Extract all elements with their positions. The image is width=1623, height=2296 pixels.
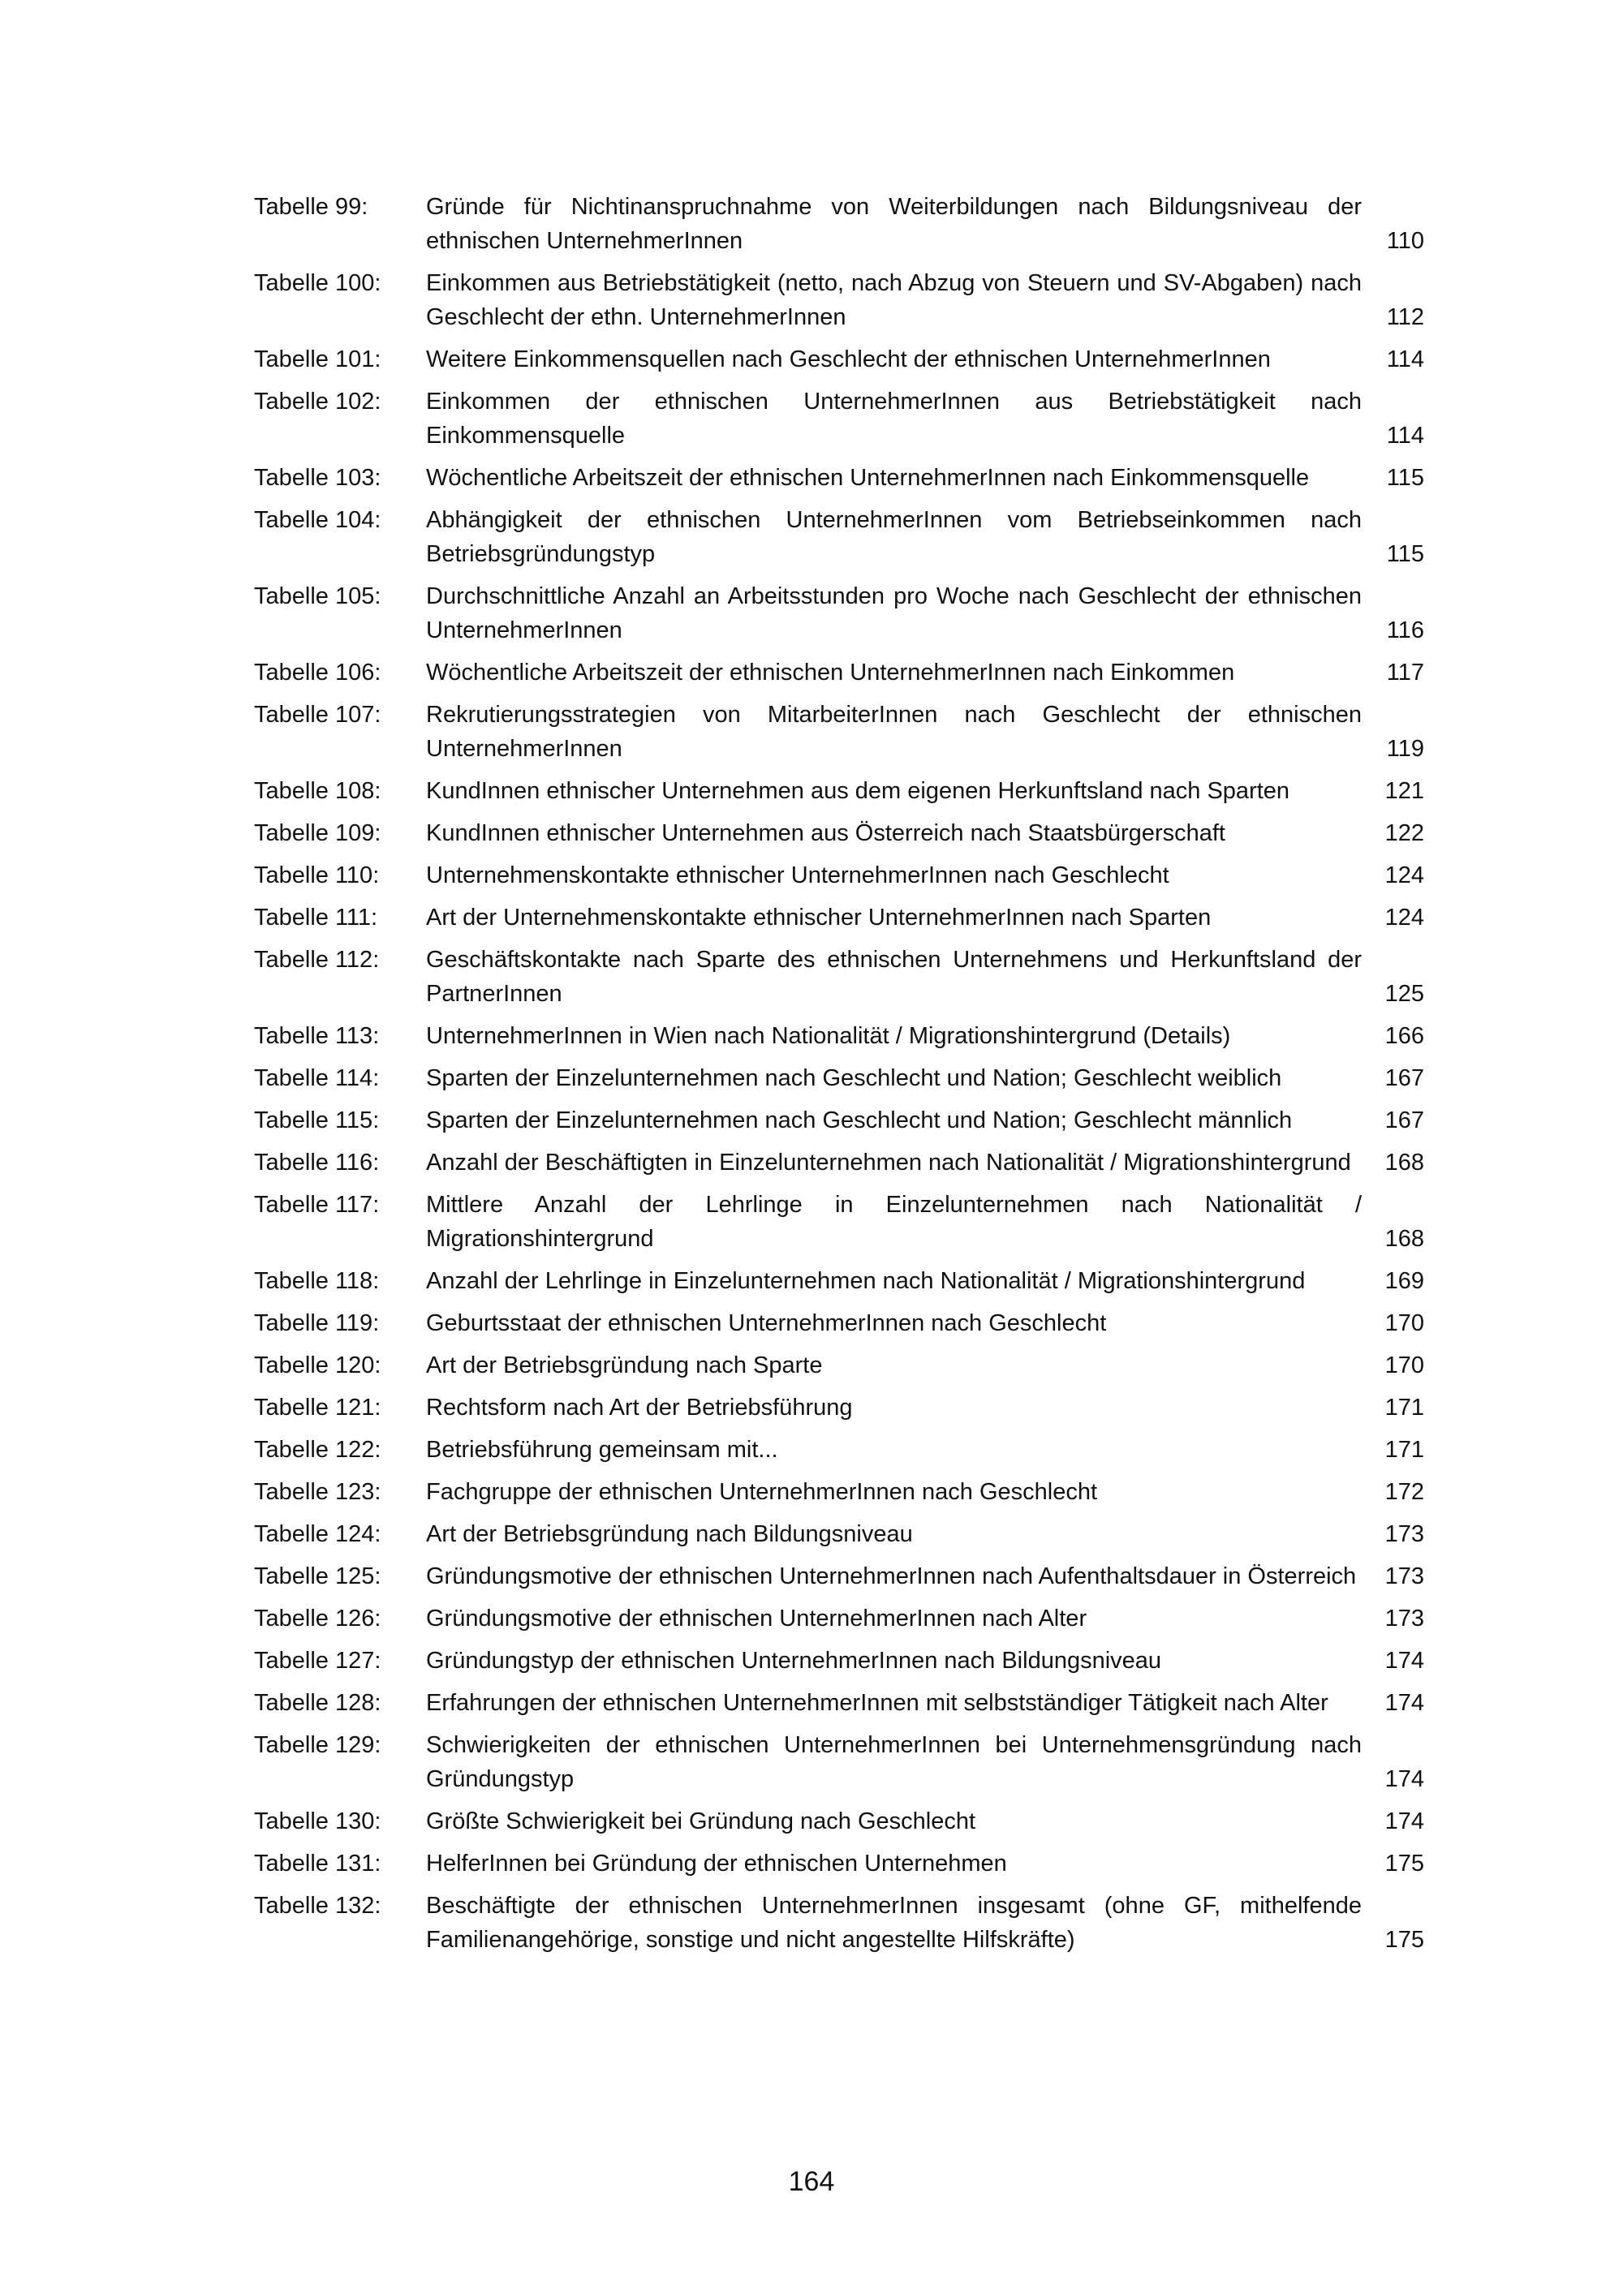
- entry-title: Gründungstyp der ethnischen UnternehmerInnen nach Bildungsniveau: [426, 1648, 1162, 1674]
- entry-label: Tabelle 108:: [254, 778, 381, 804]
- toc-entry[interactable]: [254, 1019, 1424, 1053]
- entry-label: Tabelle 114:: [254, 1065, 380, 1091]
- entry-title: KundInnen ethnischer Unternehmen aus dem eigenen Herkunftsland nach Sparten: [426, 778, 1290, 804]
- entry-label: Tabelle 113:: [254, 1023, 380, 1049]
- entry-label: Tabelle 129:: [254, 1732, 381, 1758]
- entry-page: 116: [1386, 617, 1424, 643]
- toc-entry[interactable]: [254, 579, 1424, 647]
- entry-page: 175: [1384, 1851, 1424, 1877]
- toc-entry[interactable]: [254, 1475, 1424, 1509]
- entry-title: Betriebsführung gemeinsam mit...: [426, 1437, 778, 1463]
- entry-title: Sparten der Einzelunternehmen nach Geschlecht und Nation; Geschlecht männlich: [426, 1107, 1293, 1133]
- entry-title: Anzahl der Lehrlinge in Einzelunternehmen nach Nationalität / Migrationshintergrund: [426, 1268, 1306, 1294]
- toc-entry[interactable]: [254, 1391, 1424, 1425]
- toc-entry[interactable]: [254, 1306, 1424, 1340]
- entry-title: UnternehmerInnen in Wien nach Nationalität / Migrationshintergrund (Details): [426, 1023, 1231, 1049]
- entry-label: Tabelle 131:: [254, 1851, 381, 1877]
- entry-label: Tabelle 109:: [254, 820, 381, 846]
- entry-title: KundInnen ethnischer Unternehmen aus Österreich nach Staatsbürgerschaft: [426, 820, 1225, 846]
- entry-label: Tabelle 115:: [254, 1107, 380, 1133]
- entry-page: 124: [1384, 905, 1424, 931]
- entry-label: Tabelle 118:: [254, 1268, 380, 1294]
- entry-page: 175: [1384, 1927, 1424, 1953]
- entry-title: Anzahl der Beschäftigten in Einzelunternehmen nach Nationalität / Migrationshintergrund: [426, 1150, 1351, 1176]
- entry-title: Geschäftskontakte nach Sparte des ethnischen Unternehmens und Herkunftsland der PartnerInnen: [426, 947, 1362, 1007]
- entry-page: 172: [1384, 1479, 1424, 1505]
- entry-label: Tabelle 126:: [254, 1606, 381, 1632]
- entry-page: 122: [1384, 820, 1424, 846]
- toc-entry[interactable]: [254, 698, 1424, 766]
- entry-page: 174: [1384, 1766, 1424, 1792]
- entry-label: Tabelle 119:: [254, 1310, 380, 1336]
- entry-page: 166: [1384, 1023, 1424, 1049]
- entry-title: Schwierigkeiten der ethnischen UnternehmerInnen bei Unternehmensgründung nach Gründungstyp: [426, 1732, 1362, 1792]
- toc-entry[interactable]: [254, 1804, 1424, 1838]
- entry-label: Tabelle 112:: [254, 947, 380, 973]
- entry-title: Rekrutierungsstrategien von MitarbeiterInnen nach Geschlecht der ethnischen UnternehmerInnen: [426, 702, 1362, 762]
- entry-title: Art der Unternehmenskontakte ethnischer UnternehmerInnen nach Sparten: [426, 905, 1212, 931]
- entry-title: Größte Schwierigkeit bei Gründung nach Geschlecht: [426, 1808, 976, 1834]
- entry-page: 112: [1386, 304, 1424, 330]
- entry-page: 114: [1386, 346, 1424, 372]
- entry-label: Tabelle 130:: [254, 1808, 381, 1834]
- entry-title: Durchschnittliche Anzahl an Arbeitsstunden pro Woche nach Geschlecht der ethnischen UnternehmerInnen: [426, 583, 1362, 643]
- entry-label: Tabelle 107:: [254, 702, 381, 728]
- entry-page: 174: [1384, 1808, 1424, 1834]
- entry-page: 171: [1384, 1395, 1424, 1421]
- toc-entry[interactable]: [254, 1103, 1424, 1137]
- toc-entry[interactable]: [254, 1644, 1424, 1678]
- entry-label: Tabelle 105:: [254, 583, 381, 609]
- entry-page: 115: [1386, 541, 1424, 567]
- toc-entry[interactable]: [254, 1602, 1424, 1636]
- entry-page: 121: [1384, 778, 1424, 804]
- entry-page: 124: [1384, 862, 1424, 888]
- entry-label: Tabelle 132:: [254, 1893, 381, 1919]
- entry-page: 174: [1384, 1648, 1424, 1674]
- entry-page: 167: [1384, 1065, 1424, 1091]
- entry-label: Tabelle 110:: [254, 862, 380, 888]
- toc-entry[interactable]: [254, 1146, 1424, 1180]
- toc-entry[interactable]: [254, 656, 1424, 690]
- entry-title: Einkommen der ethnischen UnternehmerInnen aus Betriebstätigkeit nach Einkommensquelle: [426, 389, 1362, 449]
- entry-page: 119: [1386, 736, 1424, 762]
- toc-entry[interactable]: [254, 266, 1424, 334]
- entry-title: Gründe für Nichtinanspruchnahme von Weiterbildungen nach Bildungsniveau der ethnischen UnternehmerInnen: [426, 194, 1362, 254]
- entry-title: Wöchentliche Arbeitszeit der ethnischen UnternehmerInnen nach Einkommensquelle: [426, 465, 1310, 491]
- entry-page: 173: [1384, 1606, 1424, 1632]
- entry-label: Tabelle 99:: [254, 194, 368, 220]
- toc-entry[interactable]: [254, 190, 1424, 258]
- toc-entry[interactable]: [254, 901, 1424, 935]
- toc-entry[interactable]: [254, 1559, 1424, 1593]
- entry-title: Art der Betriebsgründung nach Bildungsniveau: [426, 1521, 913, 1547]
- toc-entry[interactable]: [254, 342, 1424, 376]
- entry-title: Gründungsmotive der ethnischen UnternehmerInnen nach Aufenthaltsdauer in Österreich: [426, 1563, 1357, 1589]
- toc-entry[interactable]: [254, 1348, 1424, 1382]
- entry-label: Tabelle 122:: [254, 1437, 381, 1463]
- page-number: 164: [788, 2166, 835, 2197]
- entry-page: 171: [1384, 1437, 1424, 1463]
- entry-page: 117: [1386, 660, 1424, 686]
- entry-page: 169: [1384, 1268, 1424, 1294]
- entry-title: Rechtsform nach Art der Betriebsführung: [426, 1395, 853, 1421]
- entry-label: Tabelle 103:: [254, 465, 381, 491]
- entry-label: Tabelle 102:: [254, 389, 381, 415]
- entry-title: Unternehmenskontakte ethnischer UnternehmerInnen nach Geschlecht: [426, 862, 1169, 888]
- toc-entry[interactable]: [254, 1188, 1424, 1256]
- entry-label: Tabelle 127:: [254, 1648, 381, 1674]
- toc-entry[interactable]: [254, 1847, 1424, 1881]
- toc-entry[interactable]: [254, 1061, 1424, 1095]
- entry-label: Tabelle 116:: [254, 1150, 380, 1176]
- toc-entry[interactable]: [254, 385, 1424, 453]
- entry-label: Tabelle 123:: [254, 1479, 381, 1505]
- entry-title: Sparten der Einzelunternehmen nach Geschlecht und Nation; Geschlecht weiblich: [426, 1065, 1282, 1091]
- entry-page: 174: [1384, 1690, 1424, 1716]
- toc-entry[interactable]: [254, 858, 1424, 892]
- entry-page: 170: [1384, 1352, 1424, 1378]
- entry-label: Tabelle 125:: [254, 1563, 381, 1589]
- toc-entry[interactable]: [254, 1728, 1424, 1796]
- entry-page: 115: [1386, 465, 1424, 491]
- entry-page: 173: [1384, 1521, 1424, 1547]
- entry-page: 125: [1384, 981, 1424, 1007]
- toc-entry[interactable]: [254, 943, 1424, 1011]
- entry-title: Einkommen aus Betriebstätigkeit (netto, nach Abzug von Steuern und SV-Abgaben) nach Geschlecht der ethn. UnternehmerInnen: [426, 270, 1362, 330]
- entry-page: 173: [1384, 1563, 1424, 1589]
- entry-title: Abhängigkeit der ethnischen UnternehmerInnen vom Betriebseinkommen nach Betriebsgründungstyp: [426, 507, 1362, 567]
- toc-entry[interactable]: [254, 1686, 1424, 1720]
- entry-title: Art der Betriebsgründung nach Sparte: [426, 1352, 823, 1378]
- toc-entry[interactable]: [254, 774, 1424, 808]
- entry-title: Fachgruppe der ethnischen UnternehmerInnen nach Geschlecht: [426, 1479, 1098, 1505]
- entry-label: Tabelle 101:: [254, 346, 381, 372]
- entry-page: 167: [1384, 1107, 1424, 1133]
- entry-title: Erfahrungen der ethnischen UnternehmerInnen mit selbstständiger Tätigkeit nach Alter: [426, 1690, 1328, 1716]
- entry-label: Tabelle 104:: [254, 507, 381, 533]
- entry-label: Tabelle 117:: [254, 1192, 380, 1218]
- entry-page: 110: [1386, 228, 1424, 254]
- entry-page: 168: [1384, 1226, 1424, 1252]
- toc-entry[interactable]: [254, 503, 1424, 571]
- table-list: [254, 190, 1424, 1965]
- entry-label: Tabelle 106:: [254, 660, 381, 686]
- toc-entry[interactable]: [254, 816, 1424, 850]
- entry-label: Tabelle 111:: [254, 905, 378, 931]
- entry-page: 114: [1386, 423, 1424, 449]
- entry-title: Wöchentliche Arbeitszeit der ethnischen UnternehmerInnen nach Einkommen: [426, 660, 1235, 686]
- entry-label: Tabelle 100:: [254, 270, 381, 296]
- toc-entry[interactable]: [254, 1264, 1424, 1298]
- entry-title: Weitere Einkommensquellen nach Geschlecht der ethnischen UnternehmerInnen: [426, 346, 1271, 372]
- toc-entry[interactable]: [254, 1517, 1424, 1551]
- entry-title: HelferInnen bei Gründung der ethnischen Unternehmen: [426, 1851, 1007, 1877]
- toc-entry[interactable]: [254, 461, 1424, 495]
- toc-entry[interactable]: [254, 1889, 1424, 1957]
- entry-label: Tabelle 121:: [254, 1395, 381, 1421]
- entry-label: Tabelle 128:: [254, 1690, 381, 1716]
- entry-label: Tabelle 124:: [254, 1521, 381, 1547]
- entry-title: Beschäftigte der ethnischen UnternehmerInnen insgesamt (ohne GF, mithelfende Familienangehörige, sonstige und nicht angestellte Hilfskräfte): [426, 1893, 1362, 1953]
- entry-page: 168: [1384, 1150, 1424, 1176]
- entry-title: Gründungsmotive der ethnischen UnternehmerInnen nach Alter: [426, 1606, 1087, 1632]
- entry-label: Tabelle 120:: [254, 1352, 381, 1378]
- entry-title: Geburtsstaat der ethnischen UnternehmerInnen nach Geschlecht: [426, 1310, 1107, 1336]
- toc-entry[interactable]: [254, 1433, 1424, 1467]
- entry-title: Mittlere Anzahl der Lehrlinge in Einzelunternehmen nach Nationalität / Migrationshintergrund: [426, 1192, 1362, 1252]
- entry-page: 170: [1384, 1310, 1424, 1336]
